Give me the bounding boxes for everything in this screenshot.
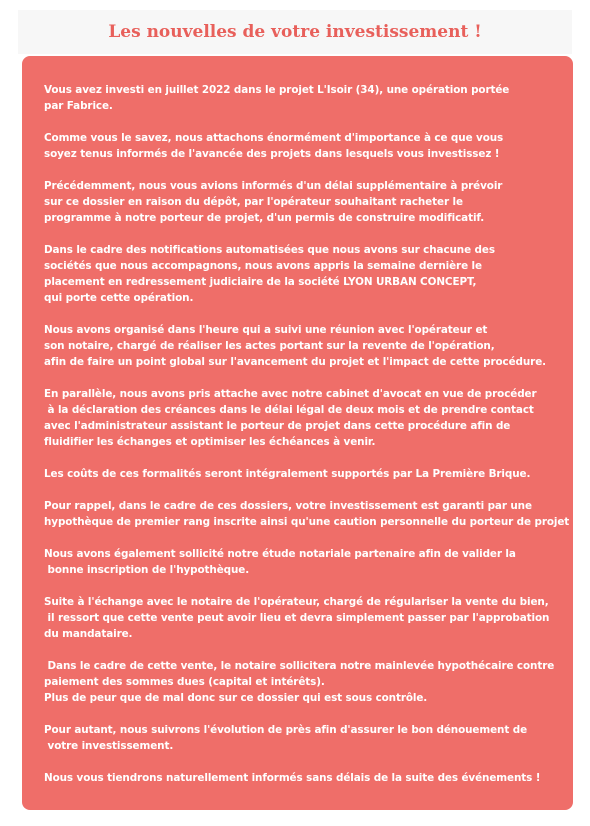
paragraph-line: Dans le cadre des notifications automatisées que nous avons sur chacune des [44, 244, 495, 256]
paragraph-line: paiement des sommes dues (capital et intérêts). [44, 676, 325, 688]
paragraph-line: Nous vous tiendrons naturellement informés sans délais de la suite des événements ! [44, 772, 541, 784]
paragraph-line: hypothèque de premier rang inscrite ainsi qu'une caution personnelle du porteur de projet [44, 516, 570, 528]
paragraph-line: programme à notre porteur de projet, d'un permis de construire modificatif. [44, 212, 485, 224]
paragraph-line: son notaire, chargé de réaliser les actes portant sur la revente de l'opération, [44, 340, 495, 352]
paragraph-line: Pour autant, nous suivrons l'évolution de près afin d'assurer le bon dénouement de [44, 724, 528, 736]
message-paragraph [44, 546, 571, 578]
paragraph-line: avec l'administrateur assistant le porteur de projet dans cette procédure afin de [44, 420, 511, 432]
paragraph-line: En parallèle, nous avons pris attache avec notre cabinet d'avocat en vue de procéder [44, 388, 537, 400]
paragraph-line: fluidifier les échanges et optimiser les échéances à venir. [44, 436, 376, 448]
paragraph-line: Dans le cadre de cette vente, le notaire sollicitera notre mainlevée hypothécaire contre [44, 660, 555, 672]
message-paragraph [44, 386, 571, 450]
paragraph-line: Précédemment, nous vous avions informés d'un délai supplémentaire à prévoir [44, 180, 503, 192]
paragraph-line: Les coûts de ces formalités seront intégralement supportés par La Première Brique. [44, 468, 531, 480]
paragraph-line: il ressort que cette vente peut avoir lieu et devra simplement passer par l'approbation [44, 612, 550, 624]
paragraph-line: sur ce dossier en raison du dépôt, par l'opérateur souhaitant racheter le [44, 196, 463, 208]
message-paragraph [44, 466, 571, 482]
paragraph-line: Nous avons organisé dans l'heure qui a suivi une réunion avec l'opérateur et [44, 324, 488, 336]
paragraph-line: Suite à l'échange avec le notaire de l'opérateur, chargé de régulariser la vente du bien, [44, 596, 549, 608]
message-paragraph [44, 658, 571, 706]
paragraph-line: à la déclaration des créances dans le délai légal de deux mois et de prendre contact [44, 404, 534, 416]
paragraph-line: Comme vous le savez, nous attachons énormément d'importance à ce que vous [44, 132, 504, 144]
page-title: Les nouvelles de votre investissement ! [108, 22, 482, 42]
message-paragraph [44, 178, 571, 226]
paragraph-line: du mandataire. [44, 628, 133, 640]
paragraph-line: soyez tenus informés de l'avancée des projets dans lesquels vous investissez ! [44, 148, 500, 160]
paragraph-line: Vous avez investi en juillet 2022 dans le projet L'Isoir (34), une opération portée [44, 84, 510, 96]
message-paragraph [44, 770, 571, 786]
message-card [22, 56, 573, 810]
paragraph-line: Nous avons également sollicité notre étude notariale partenaire afin de valider la [44, 548, 516, 560]
message-paragraph [44, 130, 571, 162]
message-paragraph [44, 242, 571, 306]
paragraph-line: par Fabrice. [44, 100, 113, 112]
message-paragraph [44, 722, 571, 754]
paragraph-line: qui porte cette opération. [44, 292, 194, 304]
message-body [44, 82, 571, 786]
message-paragraph [44, 322, 571, 370]
message-paragraph [44, 498, 571, 530]
paragraph-line: Pour rappel, dans le cadre de ces dossiers, votre investissement est garanti par une [44, 500, 532, 512]
paragraph-line: votre investissement. [44, 740, 174, 752]
newsletter-header [18, 10, 572, 54]
paragraph-line: bonne inscription de l'hypothèque. [44, 564, 250, 576]
message-paragraph [44, 594, 571, 642]
paragraph-line: afin de faire un point global sur l'avancement du projet et l'impact de cette procédure. [44, 356, 546, 368]
paragraph-line: placement en redressement judiciaire de la société LYON URBAN CONCEPT, [44, 276, 477, 288]
paragraph-line: sociétés que nous accompagnons, nous avons appris la semaine dernière le [44, 260, 482, 272]
message-paragraph [44, 82, 571, 114]
paragraph-line: Plus de peur que de mal donc sur ce dossier qui est sous contrôle. [44, 692, 428, 704]
